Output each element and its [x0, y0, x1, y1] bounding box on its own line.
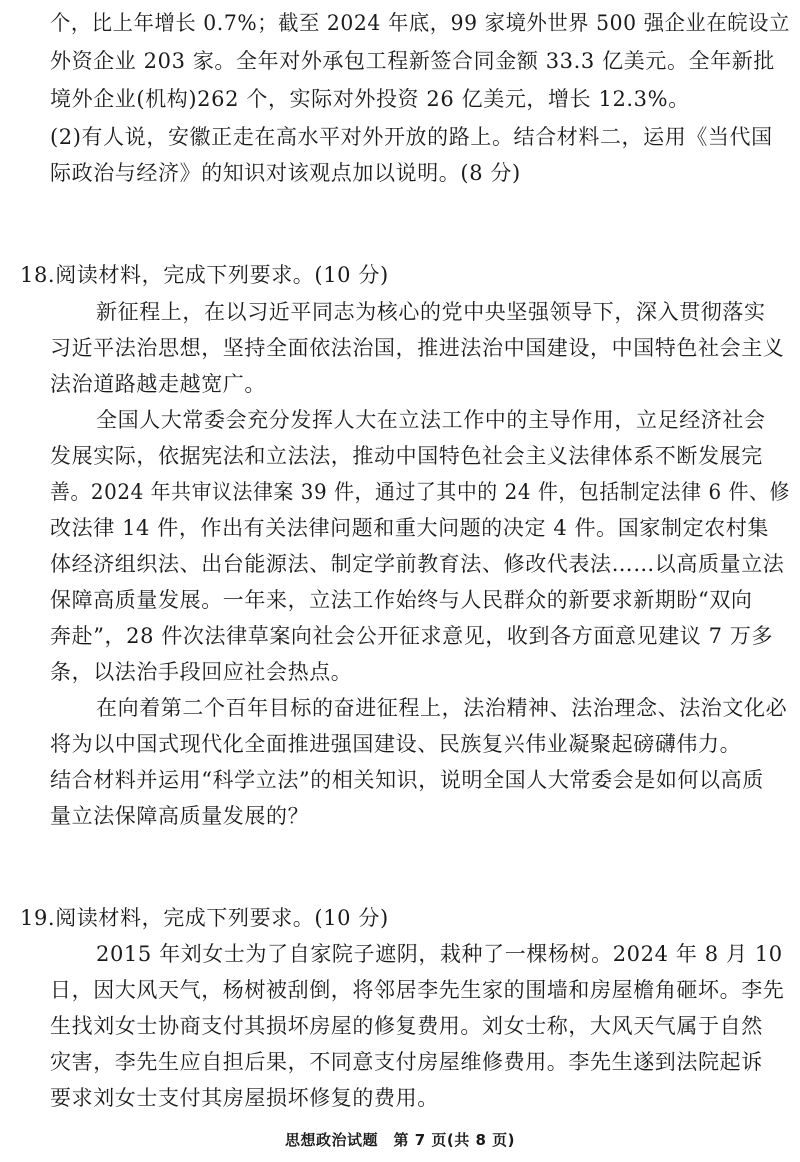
- q19-para1-line-1: 2015 年刘女士为了自家院子遮阴，栽种了一棵杨树。2024 年 8 月 10: [96, 942, 783, 966]
- q18-para2-line-7: 奔赴”，28 件次法律草案向社会公开征求意见，收到各方面意见建议 7 万多: [50, 624, 774, 648]
- q18-para1-line-1: 新征程上，在以习近平同志为核心的党中央坚强领导下，深入贯彻落实: [96, 300, 766, 324]
- q18-para2-line-8: 条，以法治手段回应社会热点。: [50, 660, 353, 684]
- q18-para1-line-3: 法治道路越走越宽广。: [50, 372, 266, 396]
- q17-material-line-1: 个，比上年增长 0.7%；截至 2024 年底，99 家境外世界 500 强企业在皖设立: [50, 11, 790, 35]
- q17-material-line-3: 境外企业(机构)262 个，实际对外投资 26 亿美元，增长 12.3%。: [50, 87, 690, 111]
- q18-para2-line-6: 保障高质量发展。一年来，立法工作始终与人民群众的新要求新期盼“双向: [50, 588, 753, 612]
- page-footer: 思想政治试题 第 7 页(共 8 页): [285, 1131, 515, 1149]
- q17-sub2-line-2: 际政治与经济》的知识对该观点加以说明。(8 分): [50, 161, 521, 185]
- q18-question-line-1: 结合材料并运用“科学立法”的相关知识，说明全国人大常委会是如何以高质: [50, 768, 764, 792]
- q17-material-line-2: 外资企业 203 家。全年对外承包工程新签合同金额 33.3 亿美元。全年新批: [50, 49, 775, 73]
- q19-para1-line-2: 日，因大风天气，杨树被刮倒，将邻居李先生家的围墙和房屋檐角砸坏。李先: [50, 978, 785, 1002]
- q18-para2-line-2: 发展实际，依据宪法和立法法，推动中国特色社会主义法律体系不断发展完: [50, 444, 763, 468]
- q19-para1-line-4: 灾害，李先生应自担后果，不同意支付房屋维修费用。李先生遂到法院起诉: [50, 1050, 763, 1074]
- q18-heading: 18.阅读材料，完成下列要求。(10 分): [20, 263, 389, 287]
- q17-sub2-line-1: (2)有人说，安徽正走在高水平对外开放的路上。结合材料二，运用《当代国: [50, 125, 773, 149]
- q18-para3-line-1: 在向着第二个百年目标的奋进征程上，法治精神、法治理念、法治文化必: [96, 696, 788, 720]
- q19-heading: 19.阅读材料，完成下列要求。(10 分): [20, 906, 389, 930]
- q19-para1-line-3: 生找刘女士协商支付其损坏房屋的修复费用。刘女士称，大风天气属于自然: [50, 1014, 763, 1038]
- q18-para2-line-5: 体经济组织法、出台能源法、制定学前教育法、修改代表法……以高质量立法: [50, 552, 785, 576]
- q18-para2-line-3: 善。2024 年共审议法律案 39 件，通过了其中的 24 件，包括制定法律 6 件、修: [50, 480, 790, 504]
- q18-para3-line-2: 将为以中国式现代化全面推进强国建设、民族复兴伟业凝聚起磅礴伟力。: [50, 732, 742, 756]
- q18-para2-line-1: 全国人大常委会充分发挥人大在立法工作中的主导作用，立足经济社会: [96, 408, 766, 432]
- q18-para2-line-4: 改法律 14 件，作出有关法律问题和重大问题的决定 4 件。国家制定农村集: [50, 516, 769, 540]
- q19-para1-line-5: 要求刘女士支付其房屋损坏修复的费用。: [50, 1086, 439, 1110]
- q18-para1-line-2: 习近平法治思想，坚持全面依法治国，推进法治中国建设，中国特色社会主义: [50, 336, 785, 360]
- q18-question-line-2: 量立法保障高质量发展的？: [50, 804, 310, 828]
